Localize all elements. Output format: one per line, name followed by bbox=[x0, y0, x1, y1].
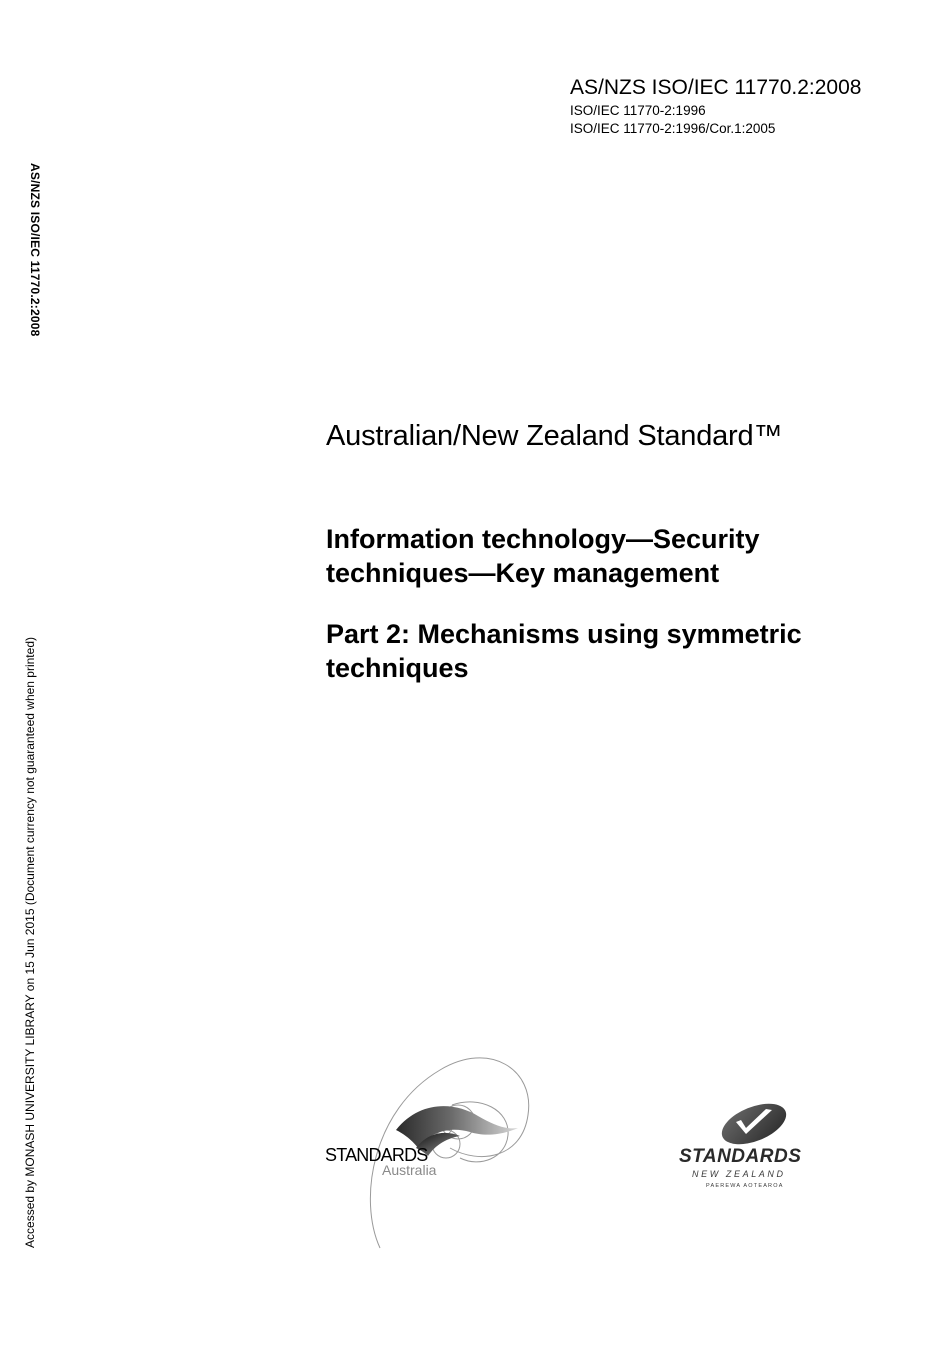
side-designation: AS/NZS ISO/IEC 11770.2:2008 bbox=[28, 163, 42, 337]
sa-subtext: Australia bbox=[382, 1162, 437, 1178]
title-line-1: Information technology—Security bbox=[326, 524, 760, 554]
nz-tagline: PAEREWA AOTEAROA bbox=[706, 1183, 784, 1189]
nz-subtext: NEW ZEALAND bbox=[692, 1169, 786, 1179]
access-note-text: Accessed by MONASH UNIVERSITY LIBRARY on 15 Jun 2015 (Document currency not guaranteed when printed) bbox=[23, 637, 37, 1248]
standards-australia-logo bbox=[320, 1040, 540, 1255]
document-title bbox=[326, 522, 886, 590]
part-line-1: Part 2: Mechanisms using symmetric bbox=[326, 619, 802, 649]
standard-designation: AS/NZS ISO/IEC 11770.2:2008 bbox=[570, 76, 862, 99]
sa-wordmark: STANDARDS bbox=[325, 1145, 428, 1165]
title-line-2: techniques—Key management bbox=[326, 558, 720, 588]
iso-designation-1: ISO/IEC 11770-2:1996 bbox=[570, 103, 706, 118]
standard-type-heading: Australian/New Zealand Standard™ bbox=[326, 420, 783, 452]
nz-wordmark: STANDARDS bbox=[679, 1146, 802, 1167]
access-note bbox=[22, 598, 42, 1248]
standards-new-zealand-logo bbox=[676, 1100, 836, 1195]
part-title bbox=[326, 617, 886, 685]
iso-designation-2: ISO/IEC 11770-2:1996/Cor.1:2005 bbox=[570, 121, 776, 136]
part-line-2: techniques bbox=[326, 653, 469, 683]
